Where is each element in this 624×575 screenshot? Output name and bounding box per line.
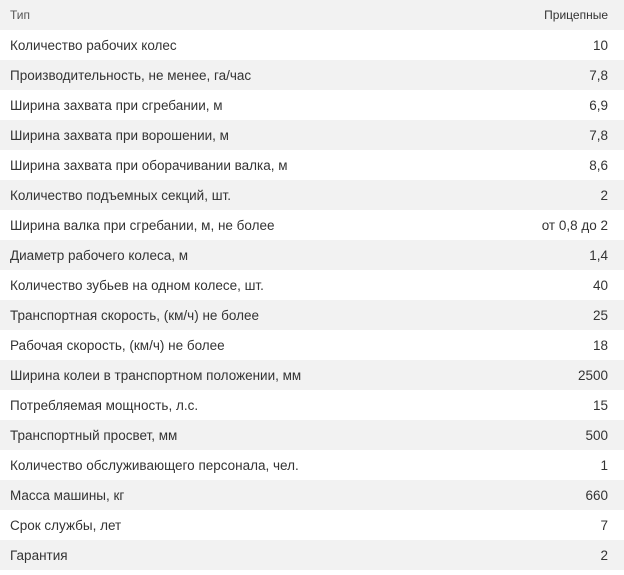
table-header-row <box>0 0 624 30</box>
row-label: Количество обслуживающего персонала, чел. <box>10 457 299 473</box>
row-value: 2500 <box>577 367 608 383</box>
table-row <box>0 270 624 300</box>
table-row <box>0 180 624 210</box>
row-value: 10 <box>592 37 608 53</box>
row-label: Ширина захвата при ворошении, м <box>10 127 229 143</box>
row-label: Потребляемая мощность, л.с. <box>10 397 199 413</box>
row-value: 15 <box>592 397 608 413</box>
row-value: 1,4 <box>589 247 608 263</box>
row-value: 1 <box>600 457 608 473</box>
row-value: 2 <box>600 187 608 203</box>
row-value: 7,8 <box>589 67 608 83</box>
table-row <box>0 420 624 450</box>
table-row <box>0 240 624 270</box>
row-label: Ширина захвата при сгребании, м <box>10 97 223 113</box>
row-value: 500 <box>585 427 608 443</box>
table-row <box>0 90 624 120</box>
row-label: Транспортный просвет, мм <box>10 427 178 443</box>
row-value: 7,8 <box>589 127 608 143</box>
table-row <box>0 450 624 480</box>
table-row <box>0 390 624 420</box>
header-type-label: Тип <box>10 8 31 22</box>
row-value: 6,9 <box>589 97 608 113</box>
row-value: 660 <box>585 487 608 503</box>
row-label: Срок службы, лет <box>10 517 122 533</box>
table-row <box>0 60 624 90</box>
row-label: Гарантия <box>10 547 68 563</box>
table-row <box>0 330 624 360</box>
table-row <box>0 540 624 570</box>
table-row <box>0 30 624 60</box>
row-label: Количество рабочих колес <box>10 37 177 53</box>
header-type-value: Прицепные <box>544 8 608 22</box>
row-label: Производительность, не менее, га/час <box>10 67 252 83</box>
row-label: Диаметр рабочего колеса, м <box>10 247 189 263</box>
row-value: 18 <box>592 337 608 353</box>
row-label: Количество зубьев на одном колесе, шт. <box>10 277 264 293</box>
row-value: 40 <box>592 277 608 293</box>
table-row <box>0 150 624 180</box>
row-label: Масса машины, кг <box>10 487 125 503</box>
row-label: Ширина валка при сгребании, м, не более <box>10 217 275 233</box>
table-row <box>0 360 624 390</box>
table-row <box>0 120 624 150</box>
row-label: Ширина колеи в транспортном положении, мм <box>10 367 302 383</box>
row-value: 8,6 <box>589 157 608 173</box>
row-value: 2 <box>600 547 608 563</box>
row-value: 7 <box>600 517 608 533</box>
table-row <box>0 210 624 240</box>
row-value: от 0,8 до 2 <box>541 217 608 233</box>
row-value: 25 <box>592 307 608 323</box>
row-label: Количество подъемных секций, шт. <box>10 187 231 203</box>
row-label: Ширина захвата при оборачивании валка, м <box>10 157 288 173</box>
table-row <box>0 510 624 540</box>
row-label: Транспортная скорость, (км/ч) не более <box>10 307 260 323</box>
table-row <box>0 300 624 330</box>
row-label: Рабочая скорость, (км/ч) не более <box>10 337 225 353</box>
table-row <box>0 480 624 510</box>
